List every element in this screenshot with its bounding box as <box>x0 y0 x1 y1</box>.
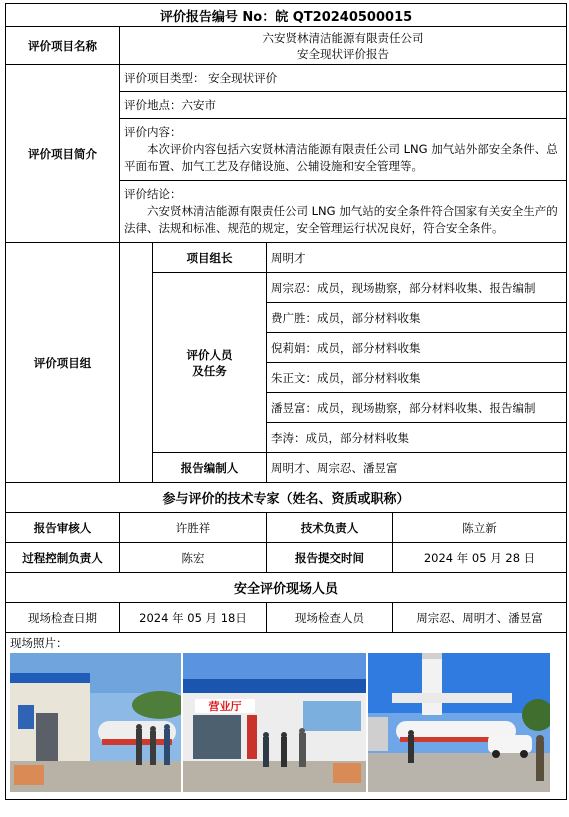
members-label-line1: 评价人员 <box>186 347 233 362</box>
reviewer-value: 许胜祥 <box>120 513 267 543</box>
submit-time-value: 2024 年 05 月 28 日 <box>393 543 567 573</box>
member-item: 倪莉娟：成员，部分材料收集 <box>267 333 567 363</box>
members-label <box>153 273 267 453</box>
experts-title: 参与评价的技术专家（姓名、资质或职称） <box>6 483 567 513</box>
project-location: 评价地点：六安市 <box>120 92 567 119</box>
photos-label: 现场照片： <box>10 636 68 650</box>
team-label: 评价项目组 <box>6 243 120 483</box>
members-label-line2: 及任务 <box>192 363 227 378</box>
member-item: 费广胜：成员，部分材料收集 <box>267 303 567 333</box>
content-title: 评价内容： <box>124 125 182 139</box>
project-name-label: 评价项目名称 <box>6 27 120 65</box>
member-item: 潘昱富：成员，现场勘察，部分材料收集、报告编制 <box>267 393 567 423</box>
member-item: 李涛：成员，部分材料收集 <box>267 423 567 453</box>
evaluation-report-form <box>5 3 567 800</box>
site-photo-1 <box>10 653 181 792</box>
inspection-date-value: 2024 年 05 月 18日 <box>120 603 267 633</box>
report-number: 评价报告编号 No：皖 QT20240500015 <box>6 4 567 27</box>
project-name-line1: 六安贤林清洁能源有限责任公司 <box>262 30 424 45</box>
inspection-date-label: 现场检查日期 <box>6 603 120 633</box>
writers-value: 周明才、周宗忍、潘昱富 <box>267 453 567 483</box>
photo2-sign-text: 营业厅 <box>208 700 242 713</box>
evaluation-conclusion <box>120 181 567 243</box>
site-photo-2 <box>183 653 366 792</box>
project-type: 评价项目类型： 安全现状评价 <box>120 65 567 92</box>
process-control-value: 陈宏 <box>120 543 267 573</box>
reviewer-label: 报告审核人 <box>6 513 120 543</box>
project-name-line2: 安全现状评价报告 <box>297 46 390 61</box>
content-text: 本次评价内容包括六安贤林清洁能源有限责任公司 LNG 加气站外部安全条件、总平面布置、加气工艺及存储设施、公辅设施和安全管理等。 <box>124 142 558 173</box>
submit-time-label: 报告提交时间 <box>267 543 393 573</box>
evaluation-content <box>120 119 567 181</box>
tech-lead-label: 技术负责人 <box>267 513 393 543</box>
project-name-value <box>120 27 567 65</box>
inspectors-label: 现场检查人员 <box>267 603 393 633</box>
conclusion-text: 六安贤林清洁能源有限责任公司 LNG 加气站的安全条件符合国家有关安全生产的法律、法规和标准、规范的规定，安全管理运行状况良好，符合安全条件。 <box>124 204 558 235</box>
site-photo-3 <box>368 653 550 792</box>
onsite-title: 安全评价现场人员 <box>6 573 567 603</box>
team-blank <box>120 243 153 483</box>
tech-lead-value: 陈立新 <box>393 513 567 543</box>
inspectors-value: 周宗忍、周明才、潘昱富 <box>393 603 567 633</box>
leader-value: 周明才 <box>267 243 567 273</box>
conclusion-title: 评价结论： <box>124 187 182 201</box>
site-photos-cell <box>6 633 567 800</box>
writers-label: 报告编制人 <box>153 453 267 483</box>
leader-label: 项目组长 <box>153 243 267 273</box>
member-item: 朱正文：成员，部分材料收集 <box>267 363 567 393</box>
member-item: 周宗忍：成员，现场勘察，部分材料收集、报告编制 <box>267 273 567 303</box>
photo-strip <box>10 653 562 792</box>
process-control-label: 过程控制负责人 <box>6 543 120 573</box>
summary-label: 评价项目简介 <box>6 65 120 243</box>
